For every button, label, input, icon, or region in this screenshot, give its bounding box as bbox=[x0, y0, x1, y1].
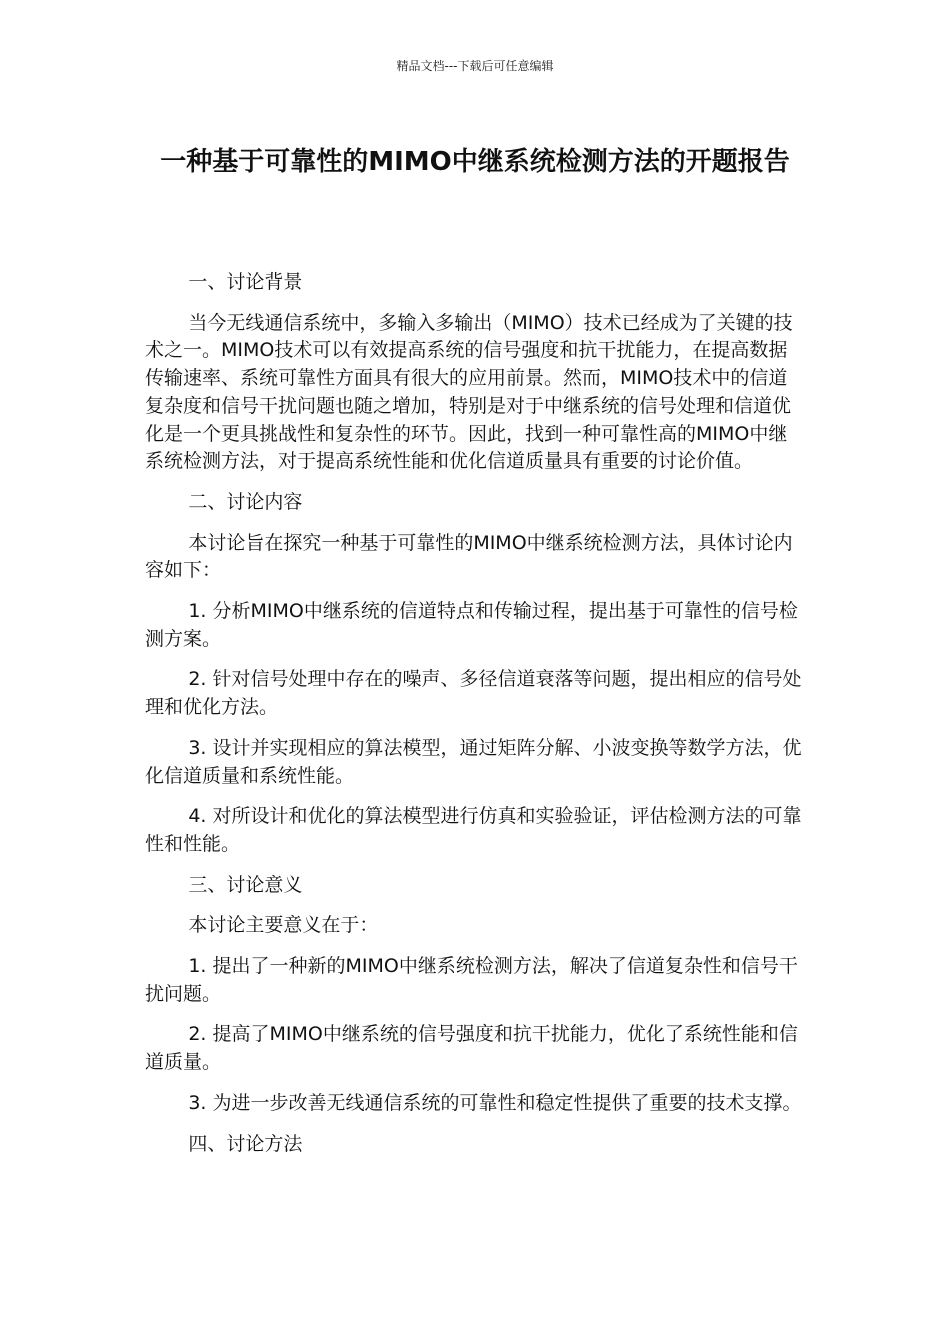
document-title: 一种基于可靠性的MIMO中继系统检测方法的开题报告 bbox=[160, 147, 790, 177]
list-item: 2. 提高了MIMO中继系统的信号强度和抗干扰能力，优化了系统性能和信道质量。 bbox=[145, 1023, 798, 1074]
list-item: 3. 为进一步改善无线通信系统的可靠性和稳定性提供了重要的技术支撑。 bbox=[188, 1091, 802, 1114]
list-item: 4. 对所设计和优化的算法模型进行仿真和实验验证，评估检测方法的可靠性和性能。 bbox=[145, 805, 802, 855]
list-item: 1. 提出了一种新的MIMO中继系统检测方法，解决了信道复杂性和信号干扰问题。 bbox=[145, 955, 798, 1005]
section-heading: 三、讨论意义 bbox=[188, 873, 303, 896]
list-item: 1. 分析MIMO中继系统的信道特点和传输过程，提出基于可靠性的信号检测方案。 bbox=[145, 600, 798, 650]
body-paragraph: 本讨论主要意义在于： bbox=[188, 914, 379, 937]
list-item: 3. 设计并实现相应的算法模型，通过矩阵分解、小波变换等数学方法，优化信道质量和系统性能。 bbox=[145, 736, 802, 787]
list-item: 2. 针对信号处理中存在的噪声、多径信道衰落等问题，提出相应的信号处理和优化方法。 bbox=[145, 668, 802, 719]
body-paragraph: 本讨论旨在探究一种基于可靠性的MIMO中继系统检测方法，具体讨论内容如下： bbox=[145, 531, 793, 582]
document-body bbox=[145, 269, 805, 1171]
section-heading: 一、讨论背景 bbox=[188, 271, 303, 293]
section-heading: 二、讨论内容 bbox=[188, 490, 303, 513]
section-heading: 四、讨论方法 bbox=[188, 1132, 303, 1155]
body-paragraph: 当今无线通信系统中，多输入多输出（MIMO）技术已经成为了关键的技术之一。MIMO技术可以有效提高系统的信号强度和抗干扰能力，在提高数据传输速率、系统可靠性方面具有很大的应用前景。然而，MIMO技术中的信道复杂度和信号干扰问题也随之增加，特别是对于中继系统的信号处理和信道优化是一个更具挑战性和复杂性的环节。因此，找到一种可靠性高的MIMO中继系统检测方法，对于提高系统性能和优化信道质量具有重要的讨论价值。 bbox=[145, 311, 793, 473]
page-header: 精品文档---下载后可任意编辑 bbox=[396, 59, 554, 73]
